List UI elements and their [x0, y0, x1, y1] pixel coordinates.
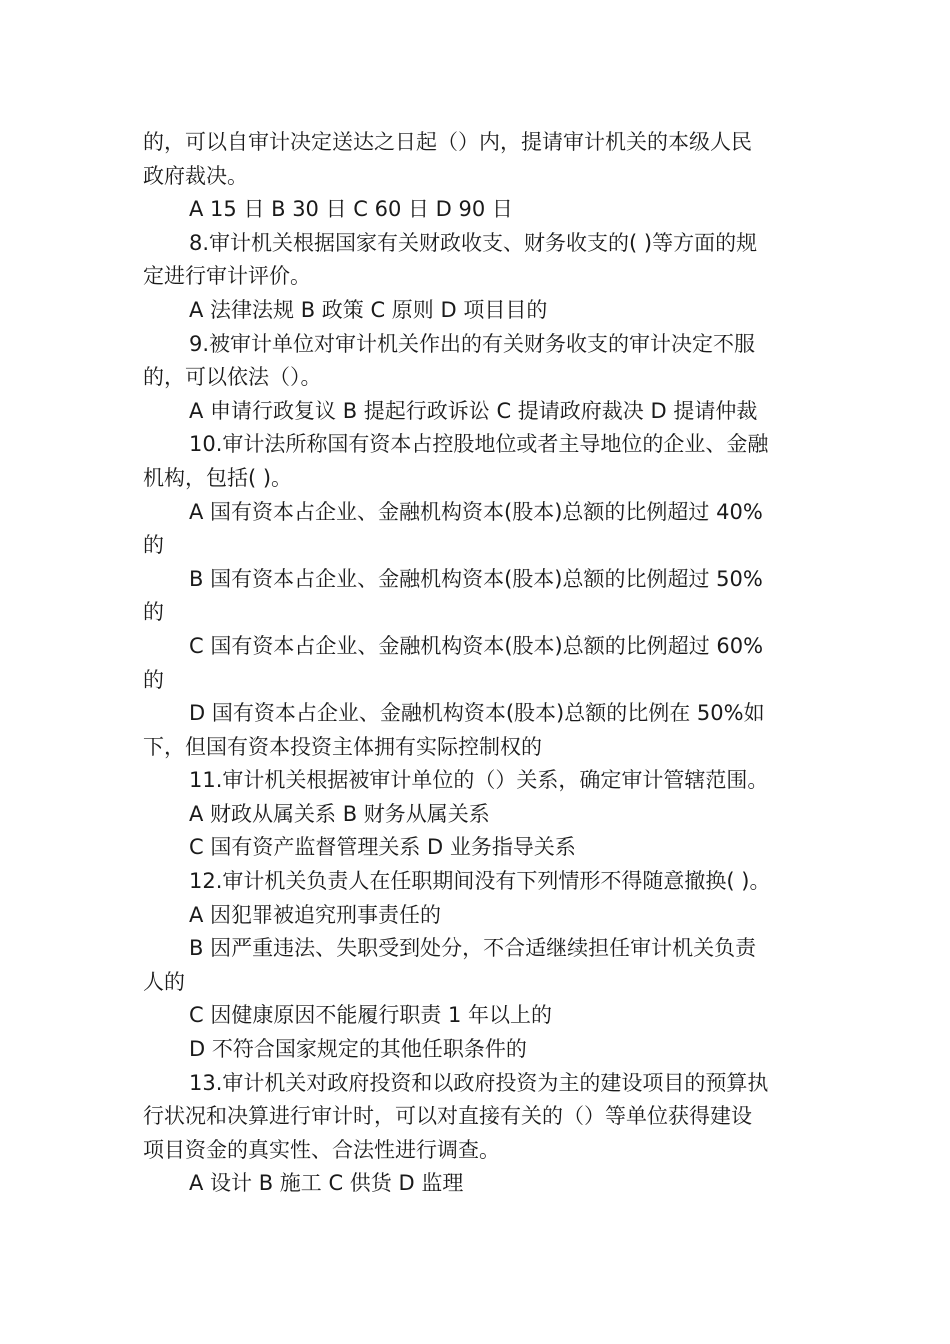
text-line: 政府裁决。: [143, 163, 248, 188]
text-line: 机构，包括( )。: [143, 465, 293, 490]
text-line: 的: [143, 600, 164, 625]
question-12: 12.审计机关负责人在任职期间没有下列情形不得随意撤换( )。: [189, 869, 771, 894]
text-line: 下，但国有资本投资主体拥有实际控制权的: [143, 734, 542, 759]
answer-options-q7: A 15 日 B 30 日 C 60 日 D 90 日: [189, 197, 513, 222]
text-line: 项目资金的真实性、合法性进行调查。: [143, 1137, 500, 1162]
text-line: 的: [143, 533, 164, 558]
text-line: 的，可以依法（）。: [143, 365, 322, 390]
answer-option-q12-c: C 因健康原因不能履行职责 1 年以上的: [189, 1003, 553, 1028]
answer-options-q8: A 法律法规 B 政策 C 原则 D 项目目的: [189, 297, 548, 322]
question-13: 13.审计机关对政府投资和以政府投资为主的建设项目的预算执: [189, 1070, 769, 1095]
text-line: 的，可以自审计决定送达之日起（）内，提请审计机关的本级人民: [143, 130, 752, 154]
question-10: 10.审计法所称国有资本占控股地位或者主导地位的企业、金融: [189, 432, 769, 457]
answer-option-q10-c: C 国有资本占企业、金融机构资本(股本)总额的比例超过 60%: [189, 633, 764, 658]
document-body: [143, 126, 808, 1201]
question-9: 9.被审计单位对审计机关作出的有关财务收支的审计决定不服: [189, 331, 756, 356]
text-line: 的: [143, 667, 164, 692]
answer-option-q12-b: B 因严重违法、失职受到处分，不合适继续担任审计机关负责: [189, 936, 757, 961]
answer-option-q10-a: A 国有资本占企业、金融机构资本(股本)总额的比例超过 40%: [189, 499, 763, 524]
text-line: 行状况和决算进行审计时，可以对直接有关的（）等单位获得建设: [143, 1104, 752, 1129]
answer-option-q12-d: D 不符合国家规定的其他任职条件的: [189, 1037, 527, 1062]
text-line: 定进行审计评价。: [143, 264, 311, 289]
answer-options-q13: A 设计 B 施工 C 供货 D 监理: [189, 1171, 464, 1196]
answer-options-q9: A 申请行政复议 B 提起行政诉讼 C 提请政府裁决 D 提请仲裁: [189, 398, 758, 423]
answer-option-q10-b: B 国有资本占企业、金融机构资本(股本)总额的比例超过 50%: [189, 566, 763, 591]
question-8: 8.审计机关根据国家有关财政收支、财务收支的( )等方面的规: [189, 230, 758, 255]
answer-options-q11-ab: A 财政从属关系 B 财务从属关系: [189, 801, 490, 826]
text-line: 人的: [143, 969, 185, 994]
answer-options-q11-cd: C 国有资产监督管理关系 D 业务指导关系: [189, 835, 576, 860]
question-11: 11.审计机关根据被审计单位的（）关系，确定审计管辖范围。: [189, 768, 769, 793]
answer-option-q12-a: A 因犯罪被追究刑事责任的: [189, 902, 442, 927]
answer-option-q10-d: D 国有资本占企业、金融机构资本(股本)总额的比例在 50%如: [189, 701, 765, 726]
